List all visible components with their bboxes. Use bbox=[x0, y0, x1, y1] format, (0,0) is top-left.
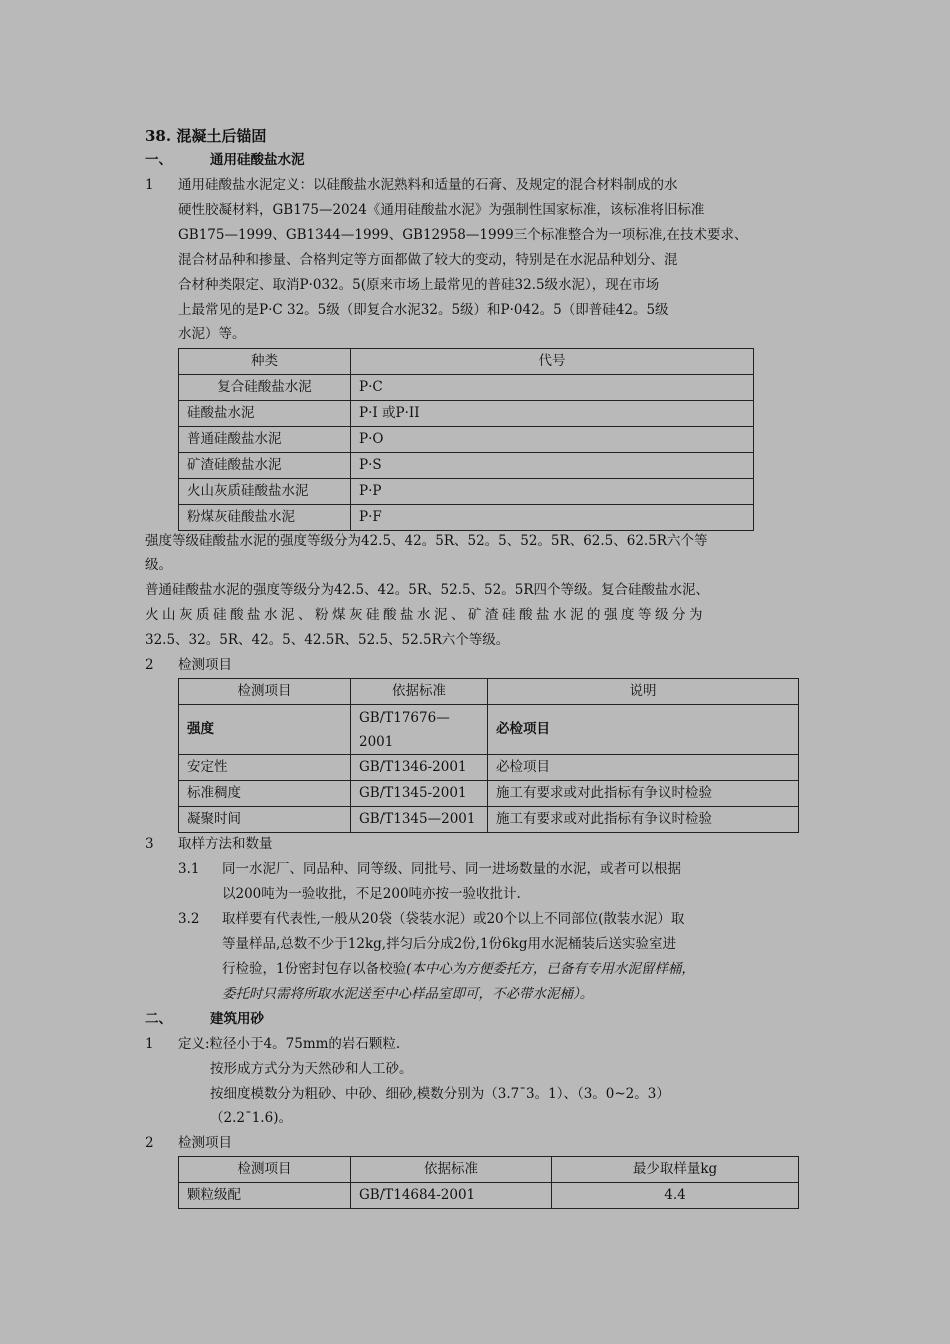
paragraph-line: 合材种类限定、取消P·032。5(原来市场上最常见的普硅32.5级水泥），现在市场 bbox=[178, 277, 660, 293]
table-row bbox=[179, 1183, 799, 1209]
table-header-cell: 代号 bbox=[351, 349, 754, 375]
table-header-row bbox=[179, 1157, 799, 1183]
table-cell: P·C bbox=[351, 375, 754, 401]
paragraph-line: 硬性胶凝材料，GB175—2024《通用硅酸盐水泥》为强制性国家标准，该标准将旧标准 bbox=[178, 202, 705, 218]
table-cell: 粉煤灰硅酸盐水泥 bbox=[179, 505, 351, 531]
item-label: 取样方法和数量 bbox=[178, 836, 273, 852]
table-cell: P·O bbox=[351, 427, 754, 453]
table-cell: 普通硅酸盐水泥 bbox=[179, 427, 351, 453]
section-title: 38. 混凝土后锚固 bbox=[145, 127, 267, 145]
table-cell: 颗粒级配 bbox=[179, 1183, 351, 1209]
table-row bbox=[179, 505, 754, 531]
table-header-cell: 检测项目 bbox=[179, 679, 351, 705]
table-cell: 必检项目 bbox=[488, 705, 799, 755]
table-row bbox=[179, 479, 754, 505]
table-cell: 安定性 bbox=[179, 755, 351, 781]
paragraph-line: 级。 bbox=[145, 557, 172, 573]
item-number: 2 bbox=[145, 1135, 154, 1151]
table-row bbox=[179, 705, 799, 755]
table-header-cell: 依据标准 bbox=[351, 679, 488, 705]
table-cell: 复合硅酸盐水泥 bbox=[179, 375, 351, 401]
table-cell: P·I 或P·II bbox=[351, 401, 754, 427]
table-cell: 4.4 bbox=[552, 1183, 799, 1209]
paragraph-line: GB175—1999、GB1344—1999、GB12958—1999三个标准整合为一项标准,在技术要求、 bbox=[178, 227, 748, 243]
table-row bbox=[179, 807, 799, 833]
table-header-cell: 最少取样量kg bbox=[552, 1157, 799, 1183]
sub-item-number: 3.2 bbox=[178, 911, 200, 927]
table-header-cell: 说明 bbox=[488, 679, 799, 705]
table-row bbox=[179, 453, 754, 479]
table-header-row bbox=[179, 349, 754, 375]
paragraph-line: 火山灰质硅酸盐水泥、粉煤灰硅酸盐水泥、矿渣硅酸盐水泥的强度等级分为 bbox=[145, 607, 706, 623]
paragraph-line: 水泥）等。 bbox=[178, 326, 246, 342]
item-number: 2 bbox=[145, 657, 154, 673]
paragraph-line: 通用硅酸盐水泥定义：以硅酸盐水泥熟料和适量的石膏、及规定的混合材料制成的水 bbox=[178, 177, 678, 193]
section-number: 二、 bbox=[145, 1011, 172, 1027]
table-cell: 火山灰质硅酸盐水泥 bbox=[179, 479, 351, 505]
table-row bbox=[179, 755, 799, 781]
paragraph-line: 按细度模数分为粗砂、中砂、细砂,模数分别为（3.7¯3。1）、（3。0~2。3） bbox=[210, 1086, 670, 1102]
table-header-cell: 依据标准 bbox=[351, 1157, 552, 1183]
table-cell: 标准稠度 bbox=[179, 781, 351, 807]
paragraph-line: 强度等级硅酸盐水泥的强度等级分为42.5、42。5R、52。5、52。5R、62.5、62.5R六个等 bbox=[145, 533, 708, 549]
section-heading: 通用硅酸盐水泥 bbox=[210, 152, 305, 168]
cement-test-table bbox=[178, 678, 799, 833]
table-cell: 施工有要求或对此指标有争议时检验 bbox=[488, 781, 799, 807]
table-header-cell: 种类 bbox=[179, 349, 351, 375]
table-cell: GB/T17676— 2001 bbox=[351, 705, 488, 755]
table-cell: GB/T14684-2001 bbox=[351, 1183, 552, 1209]
table-cell: GB/T1345-2001 bbox=[351, 781, 488, 807]
item-number: 1 bbox=[145, 1036, 154, 1052]
table-cell: GB/T1345—2001 bbox=[351, 807, 488, 833]
table-cell: 强度 bbox=[179, 705, 351, 755]
section-heading: 建筑用砂 bbox=[210, 1011, 264, 1027]
section-number: 一、 bbox=[145, 152, 172, 168]
table-header-row bbox=[179, 679, 799, 705]
table-cell: 必检项目 bbox=[488, 755, 799, 781]
item-number: 1 bbox=[145, 177, 154, 193]
paragraph-line: 上最常见的是P·C 32。5级（即复合水泥32。5级）和P·042。5（即普硅42。5级 bbox=[178, 302, 669, 318]
paragraph-line: 同一水泥厂、同品种、同等级、同批号、同一进场数量的水泥，或者可以根据 bbox=[222, 861, 681, 877]
table-cell: 凝聚时间 bbox=[179, 807, 351, 833]
paragraph-line: 等量样品,总数不少于12kg,拌匀后分成2份,1份6kg用水泥桶装后送实验室进 bbox=[222, 936, 676, 952]
table-cell: 硅酸盐水泥 bbox=[179, 401, 351, 427]
item-number: 3 bbox=[145, 836, 154, 852]
table-cell: 施工有要求或对此指标有争议时检验 bbox=[488, 807, 799, 833]
cement-type-table bbox=[178, 348, 754, 531]
paragraph-line bbox=[222, 963, 695, 977]
table-cell: P·P bbox=[351, 479, 754, 505]
item-label: 检测项目 bbox=[178, 657, 232, 673]
table-cell: P·S bbox=[351, 453, 754, 479]
table-row bbox=[179, 781, 799, 807]
paragraph-line: 以200吨为一验收批，不足200吨亦按一验收批计. bbox=[222, 886, 521, 902]
paragraph-line: 取样要有代表性,一般从20袋（袋装水泥）或20个以上不同部位(散装水泥）取 bbox=[222, 911, 685, 927]
table-header-cell: 检测项目 bbox=[179, 1157, 351, 1183]
table-cell: GB/T1346-2001 bbox=[351, 755, 488, 781]
paragraph-line: 32.5、32。5R、42。5、42.5R、52.5、52.5R六个等级。 bbox=[145, 632, 510, 648]
table-cell: 矿渣硅酸盐水泥 bbox=[179, 453, 351, 479]
table-row bbox=[179, 427, 754, 453]
sand-test-table bbox=[178, 1156, 799, 1209]
paragraph-line: 定义:粒径小于4。75mm的岩石颗粒. bbox=[178, 1036, 401, 1052]
italic-note: (本中心为方便委托方，已备有专用水泥留样桶， bbox=[406, 961, 695, 977]
paragraph-line: 按形成方式分为天然砂和人工砂。 bbox=[210, 1061, 413, 1077]
item-label: 检测项目 bbox=[178, 1135, 232, 1151]
sub-item-number: 3.1 bbox=[178, 861, 200, 877]
paragraph-line: 普通硅酸盐水泥的强度等级分为42.5、42。5R、52.5、52。5R四个等级。复合硅酸盐水泥、 bbox=[145, 582, 709, 598]
paragraph-line: 混合材品种和掺量、合格判定等方面都做了较大的变动，特别是在水泥品种划分、混 bbox=[178, 252, 678, 268]
paragraph-line: （2.2¯1.6)。 bbox=[210, 1110, 292, 1126]
paragraph-text: 行检验，1份密封包存以备校验 bbox=[222, 961, 407, 977]
italic-note: 委托时只需将所取水泥送至中心样品室即可，不必带水泥桶）。 bbox=[222, 986, 594, 1002]
table-row bbox=[179, 401, 754, 427]
table-cell: P·F bbox=[351, 505, 754, 531]
table-row bbox=[179, 375, 754, 401]
